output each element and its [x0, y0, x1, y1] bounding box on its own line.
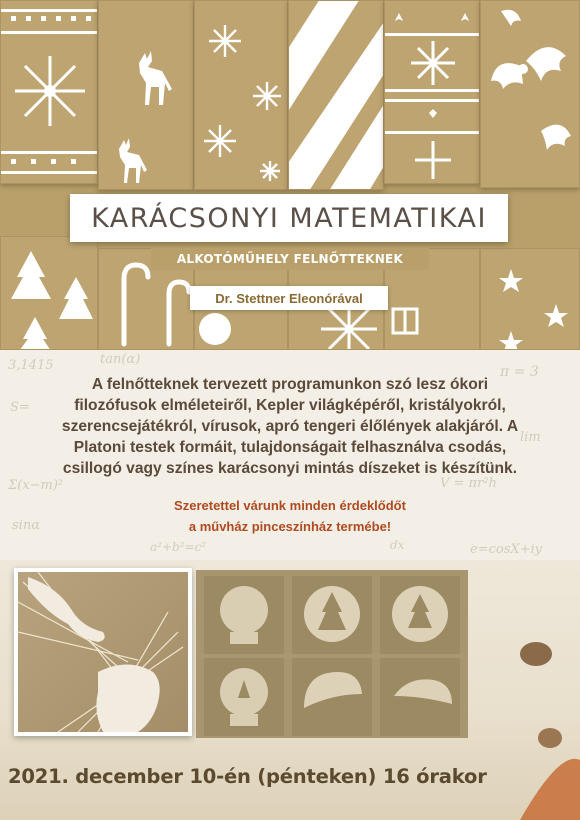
stripes-icon	[289, 1, 384, 190]
pattern-tile-sweater	[384, 0, 480, 184]
snow-globe-icon	[204, 576, 284, 654]
sweater-pattern-icon	[385, 1, 480, 184]
bg-formula: sinα	[12, 518, 40, 533]
ornament-panel	[196, 570, 468, 738]
title-banner	[70, 194, 508, 242]
bg-formula: a²+b²=c²	[150, 540, 207, 554]
hands-with-sticks-icon	[18, 572, 188, 732]
bg-formula: Σ(x−m)²	[8, 478, 64, 493]
pattern-tile-nordic	[0, 0, 98, 184]
pattern-tile-trees	[0, 236, 98, 350]
tree-globe-icon	[292, 576, 372, 654]
pattern-tile-stripes	[288, 0, 384, 190]
tree-globe-ornament	[380, 576, 460, 654]
poster-subtitle: ALKOTÓMŰHELY FELNŐTTEKNEK	[176, 252, 404, 266]
pattern-tile-holly	[480, 0, 580, 188]
tree-globe-icon	[380, 576, 460, 654]
christmas-tree-icon	[1, 237, 98, 350]
star-icon	[481, 249, 580, 350]
invitation-line-2: a művház pinceszínház termébe!	[188, 519, 392, 534]
holly-leaf-icon	[481, 1, 580, 188]
half-circle-ornament	[380, 658, 460, 736]
pinecone-decoration-icon	[510, 640, 580, 820]
nordic-pattern-icon	[1, 1, 98, 184]
event-date: 2021. december 10-én (pénteken) 16 órakor	[8, 765, 487, 788]
poster-author: Dr. Stettner Eleonórával	[215, 290, 363, 306]
bg-formula: V = πr²h	[440, 476, 497, 491]
reindeer-icon	[99, 1, 194, 190]
gnome-globe-ornament	[204, 658, 284, 736]
pattern-tile-reindeer	[98, 0, 194, 190]
bg-formula: dx	[390, 538, 405, 552]
gnome-globe-icon	[204, 658, 284, 736]
bg-formula: S=	[10, 400, 30, 415]
tree-globe-ornament	[292, 576, 372, 654]
bg-formula: 3,1415	[8, 358, 54, 373]
snowflake-icon	[195, 1, 288, 190]
bg-formula: e=cosX+iy	[470, 542, 543, 557]
pattern-tile-stars	[480, 248, 580, 350]
description-section	[0, 350, 580, 560]
bg-formula: π = 3	[500, 364, 539, 380]
hands-photo	[14, 568, 192, 736]
bg-formula: lim	[520, 430, 541, 445]
author-banner	[190, 286, 388, 310]
footer-section	[0, 560, 580, 820]
poster-title: KARÁCSONYI MATEMATIKAI	[91, 202, 487, 234]
snow-globe-ornament	[204, 576, 284, 654]
invitation-line-1: Szeretettel várunk minden érdeklődőt	[174, 498, 406, 513]
subtitle-banner	[151, 248, 429, 270]
program-description: A felnőtteknek tervezett programunkon szó lesz ókori filozófusok elméleteiről, Kepler világképéről, kristályokról, szerencsejátékról, vírusok, apró tengeri élőlények alakjáról. A Platoni testek formáit, tulajdonságait felhasználva csodás, csillogó vagy színes karácsonyi mintás díszeket is készítünk.	[61, 376, 519, 477]
half-circle-icon	[380, 658, 460, 736]
invitation-text	[60, 495, 520, 537]
half-circle-icon	[292, 658, 372, 736]
pattern-header	[0, 0, 580, 350]
half-circle-ornament	[292, 658, 372, 736]
pattern-tile-snowflakes	[194, 0, 288, 190]
bg-formula: tan(α)	[100, 352, 141, 367]
